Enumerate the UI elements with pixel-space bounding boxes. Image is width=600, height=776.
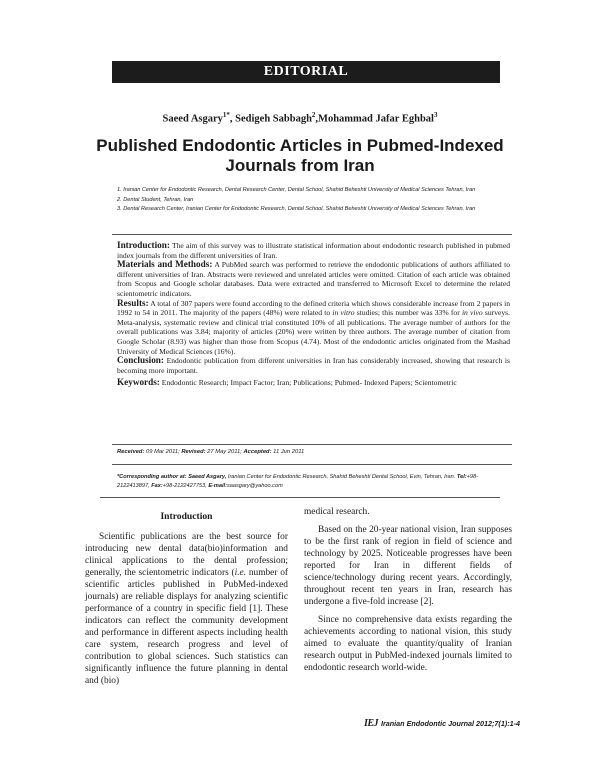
section-text: studies; this number was 33% for	[354, 308, 462, 318]
section-label: Conclusion:	[117, 355, 164, 366]
divider	[112, 234, 512, 235]
fax-value: +98-2122427753,	[162, 483, 207, 489]
abstract-results	[117, 299, 510, 357]
section-text: A total of 307 papers were found according to the defined criteria which shows considerable increase from 2 papers in 1992 to 54 in 2011. The majority of the papers (48%) were related to	[117, 298, 511, 318]
section-label: Introduction:	[117, 240, 170, 250]
revised-label: Revised:	[181, 449, 206, 455]
section-label: Keywords:	[117, 377, 160, 388]
affiliation-item: 2. Dental Student, Tehran, Iran	[117, 196, 194, 203]
author-affiliation-mark: 3	[433, 111, 438, 119]
corresponding-address: Iranian Center for Endodontic Research, Shahid Beheshti Dental School, Evin, Tehran, Iran.	[227, 474, 456, 480]
section-text: Endodontic publication from different universities in Iran has considerably increased, showing that research is becoming more important.	[117, 356, 510, 375]
italic-term: in vivo	[461, 308, 483, 318]
accepted-date: 11 Jun 2011	[273, 449, 305, 455]
revised-date: 27 May 2011;	[207, 449, 242, 455]
body-column-left	[85, 511, 288, 687]
email-link[interactable]: saasgary@yahoo.com	[226, 483, 283, 489]
abstract-introduction	[117, 241, 510, 260]
corresponding-label: *Corresponding author at:	[117, 474, 187, 480]
italic-term: in vitro	[332, 308, 355, 318]
journal-logo: IEJ	[363, 718, 378, 729]
paragraph-text: number of scientific articles published in PubMed-indexed journals) are reliable displays for analyzing scientific performance of a country in specific field [1]. These indicators can reflect the community development and performance in different aspects including health care system, research progress and level of contribution to global sciences. Such statistics can significantly influence the future planning in dental and (bio)	[85, 568, 288, 686]
abstract-methods	[117, 260, 510, 298]
author-affiliation-mark: 1*	[222, 111, 230, 119]
divider	[112, 444, 512, 445]
accepted-label: Accepted:	[243, 449, 272, 455]
affiliations	[117, 186, 517, 215]
author-separator: ,	[229, 113, 236, 125]
affiliation-item: 3. Dental Research Center, Iranian Center for Endodontic Research, Dental School, Shahid Beheshti University of Medical Sciences Tehran, Iran	[117, 206, 476, 213]
body-paragraph: Based on the 20-year national vision, Iran supposes to be the first rank of region in field of science and technology by 2025. Noticeable progresses have been reported for Iran in different fields of science/technology during recent years. Accordingly, throughout recent ten years in Iran, research has undergone a five-fold increase [2].	[304, 525, 512, 607]
section-heading-introduction: Introduction	[160, 511, 213, 522]
section-label: Materials and Methods:	[117, 259, 213, 270]
body-paragraph	[85, 531, 288, 687]
section-text: A PubMed search was performed to retrieve the endodontic publications of authors affiliated to different universities of Iran. Abstracts were reviewed and unrelated articles were omitted. Citation of each article was obtained from Scopus and Google scholar databases. Data were extracted and transferred to Microsoft Excel to determine the related scientometric indicators.	[117, 260, 510, 298]
abstract	[117, 241, 510, 388]
body-paragraph: Since no comprehensive data exists regarding the achievements according to national vision, this study aimed to evaluate the quantity/quality of Iranian research output in PubMed-indexed journals limited to endodontic research world-wide.	[304, 615, 512, 673]
abstract-keywords	[117, 378, 510, 388]
italic-term: i.e.	[234, 568, 247, 578]
section-label: Results:	[117, 297, 149, 308]
divider	[112, 464, 512, 465]
corresponding-author	[117, 473, 510, 491]
author-affiliation-mark: 2	[311, 111, 316, 119]
corresponding-name: Saeed Asgary,	[188, 474, 227, 480]
email-label: E-mail:	[208, 483, 227, 489]
fax-label: Fax:	[151, 483, 163, 489]
section-text: surveys. Meta-analysis, systematic review and clinical trial constituted 10% of all publications. The average number of authors for the overall publications was 3.84; majority of articles (20%) were written by three authors. The average number of citation from Google Scholar (8.93) was higher than those from Scopus (4.74). Most of the endodontic articles originated from the Mashad University of Medical Sciences (16%).	[117, 308, 511, 356]
article-title: Published Endodontic Articles in Pubmed-Indexed Journals from Iran	[96, 136, 504, 175]
divider	[100, 497, 500, 498]
abstract-conclusion	[117, 356, 510, 375]
received-date: 09 Mar 2011;	[146, 449, 180, 455]
received-label: Received:	[117, 449, 145, 455]
tel-value: +98-2122413897,	[117, 474, 478, 489]
section-text: Endodontic Research; Impact Factor; Iran; Publications; Pubmed- Indexed Papers; Scientometric	[161, 378, 457, 388]
journal-footer	[320, 718, 520, 729]
editorial-banner: EDITORIAL	[112, 61, 500, 83]
body-column-right	[304, 506, 512, 674]
body-paragraph: medical research.	[304, 507, 370, 517]
author-name[interactable]: Saeed Asgary	[162, 113, 223, 125]
tel-label: Tel:	[456, 474, 467, 480]
author-name[interactable]: Mohammad Jafar Eghbal	[318, 113, 434, 125]
article-dates	[117, 449, 510, 455]
author-name[interactable]: Sedigeh Sabbagh	[235, 113, 312, 125]
author-separator: ,	[315, 113, 319, 125]
author-list	[80, 111, 520, 125]
paragraph-text: Scientific publications are the best source for introducing new dental data(bio)information and clinical applications to the dental profession; generally, the scientometric indicators (	[85, 532, 288, 578]
section-text: The aim of this survey was to illustrate statistical information about endodontic research published in pubmed index journals from the different universities of Iran.	[117, 241, 510, 260]
journal-citation: Iranian Endodontic Journal 2012;7(1):1-4	[381, 719, 520, 728]
affiliation-item: 1. Iranian Center for Endodontic Research, Dental Research Center, Dental School, Shahid Beheshti University of Medical Sciences Tehran, Iran	[117, 187, 476, 193]
